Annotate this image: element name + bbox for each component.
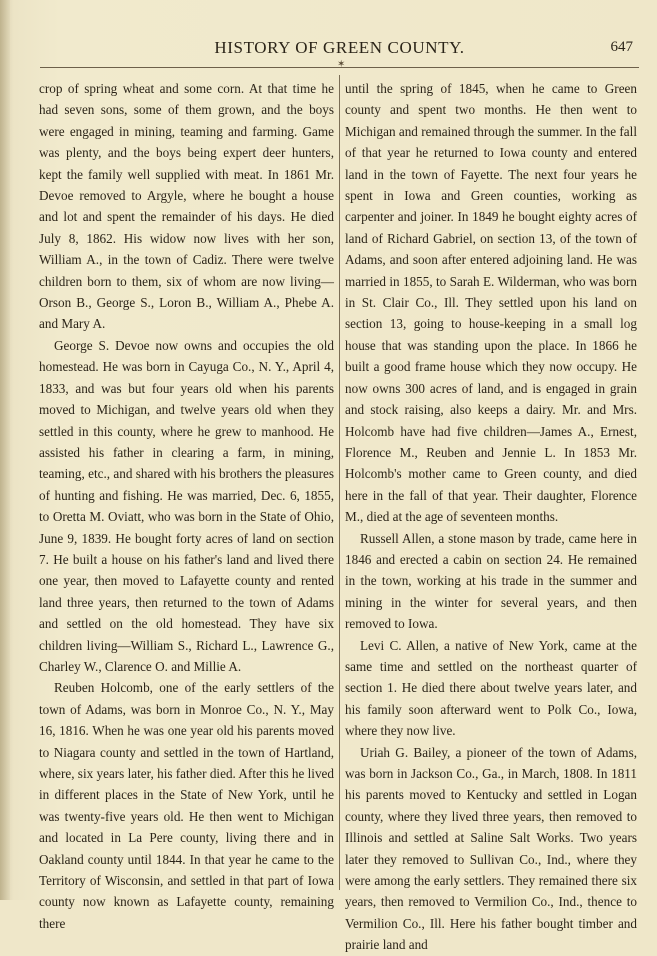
paragraph: George S. Devoe now owns and occupies the old homestead. He was born in Cayuga Co., N. Y., April 4, 1833, and was but four years old when his parents moved to Michigan, and twelve years old when they settled in this county, where he grew to manhood. He assisted his father in clearing a farm, in mining, teaming, etc., and shared with his brothers the pleasures of hunting and fishing. He was married, Dec. 6, 1855, to Oretta M. Oviatt, who was born in the State of Ohio, June 9, 1839. He bought forty acres of land on section 7. He built a house on his father's land and lived there one year, then moved to Lafayette county and rented land three years, then returned to the town of Adams and settled on the old homestead. They have six children living—William S., Richard L., Lawrence G., Charley W., Clarence O. and Millie A. bbox=[39, 337, 334, 674]
ornament-star-icon: ✶ bbox=[337, 59, 346, 70]
right-column bbox=[345, 78, 637, 956]
left-column bbox=[39, 78, 334, 934]
paragraph: crop of spring wheat and some corn. At that time he had seven sons, some of them grown, and the boys were engaged in mining, teaming and farming. Game was plenty, and the boys being expert deer hunters, kept the family well supplied with meat. In 1861 Mr. Devoe removed to Argyle, where he bought a house and lot and spent the remainder of his days. He died July 8, 1862. His widow now lives with her son, William A., in the town of Cadiz. There were twelve children born to them, six of whom are now living—Orson B., George S., Loron B., William A., Phebe A. and Mary A. bbox=[39, 81, 334, 332]
paragraph: Reuben Holcomb, one of the early settlers of the town of Adams, was born in Monroe Co., N. Y., May 16, 1816. When he was one year old his parents moved to Niagara county and settled in the town of Hartland, where, six years later, his father died. After this he lived in different places in the State of New York, until he was twenty-five years old. He then went to Michigan and located in La Pere county, living there and in Oakland county until 1844. In that year he came to the Territory of Wisconsin, and settled in that part of Iowa county now known as Lafayette county, remaining there bbox=[39, 680, 334, 931]
paragraph: Uriah G. Bailey, a pioneer of the town of Adams, was born in Jackson Co., Ga., in March, 1808. In 1811 his parents moved to Kentucky and settled in Logan county, where they lived three years, then removed to Illinois and settled at Saline Salt Works. Two years later they removed to Sullivan Co., Ind., where they were among the early settlers. They remained there six years, then removed to Vermilion Co., Ind., thence to Vermilion Co., Ill. Here his father bought timber and prairie land and bbox=[345, 744, 637, 953]
column-divider bbox=[339, 75, 340, 890]
page-number: 647 bbox=[610, 39, 633, 55]
running-title: HISTORY OF GREEN COUNTY. bbox=[214, 38, 465, 57]
paragraph: Russell Allen, a stone mason by trade, came here in 1846 and erected a cabin on section 24. He remained in the town, working at his trade in the summer and mining in the winter for several years, and then removed to Iowa. bbox=[345, 530, 637, 632]
book-spine-edge bbox=[0, 0, 10, 900]
paragraph: Levi C. Allen, a native of New York, came at the same time and settled on the northeast quarter of section 1. He died there about twelve years later, and his family soon afterward went to Polk Co., Iowa, where they now live. bbox=[345, 637, 637, 739]
paragraph: until the spring of 1845, when he came to Green county and spent two months. He then went to Michigan and remained through the summer. In the fall of that year he returned to Iowa county and entered land in the town of Fayette. The next four years he spent in Iowa and Green counties, working as carpenter and joiner. In 1849 he bought eighty acres of land of Richard Gabriel, on section 13, of the town of Adams, and soon after entered adjoining land. He was married in 1855, to Sarah E. Wilderman, who was born in St. Clair Co., Ill. They settled upon his land on section 13, going to house-keeping in a small log house that was standing upon the place. In 1866 he built a good frame house which they now occupy. He now owns 300 acres of land, and is engaged in grain and stock raising, also keeps a dairy. Mr. and Mrs. Holcomb have had five children—James A., Ernest, Florence M., Reuben and Jennie L. In 1853 Mr. Holcomb's mother came to Green county, and died here in the fall of that year. Their daughter, Florence M., died at the age of seventeen months. bbox=[345, 81, 637, 525]
